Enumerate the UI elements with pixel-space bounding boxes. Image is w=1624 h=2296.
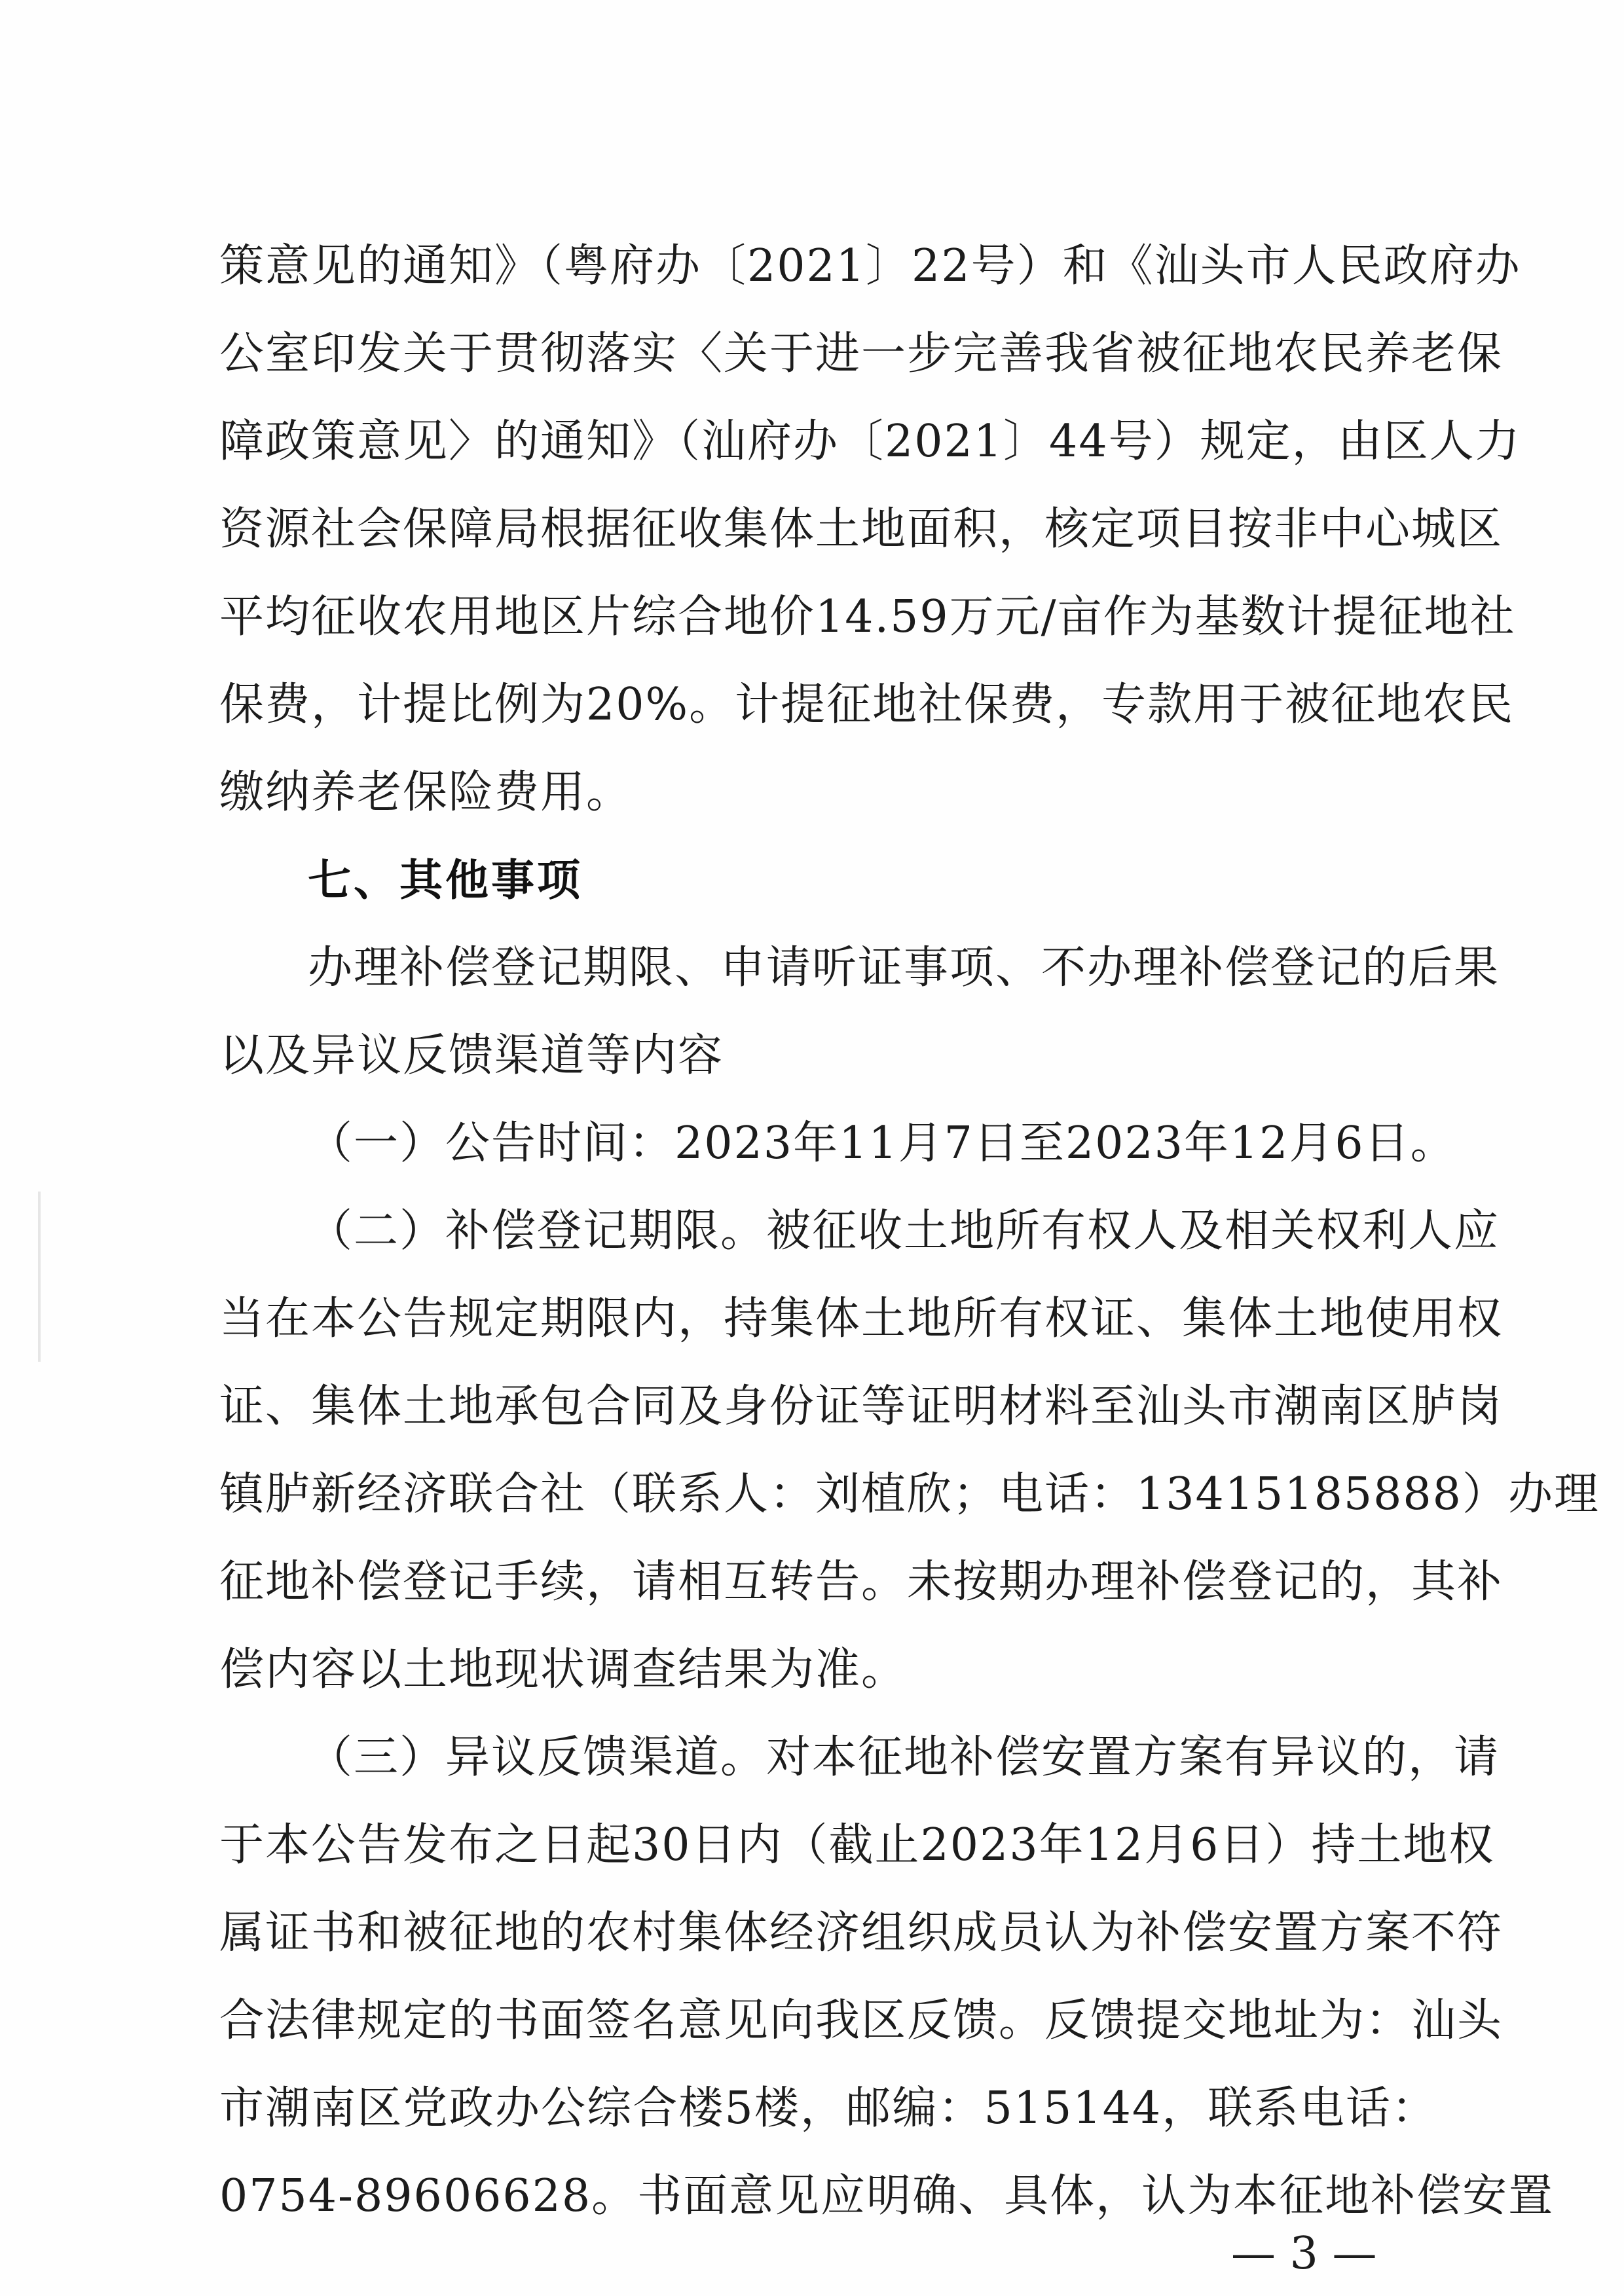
section-line-2: 以及异议反馈渠道等内容	[219, 1030, 724, 1082]
body-line-4: 资源社会保障局根据征收集体土地面积，核定项目按非中心城区	[219, 503, 1504, 555]
section-line-5: 当在本公告规定期限内，持集体土地所有权证、集体土地使用权	[219, 1293, 1504, 1345]
section-line-9: 偿内容以土地现状调查结果为准。	[219, 1644, 908, 1696]
section-line-8: 征地补偿登记手续，请相互转告。未按期办理补偿登记的，其补	[219, 1556, 1504, 1608]
section-line-10: （三）异议反馈渠道。对本征地补偿安置方案有异议的，请	[308, 1732, 1500, 1783]
body-line-2: 公室印发关于贯彻落实〈关于进一步完善我省被征地农民养老保	[219, 328, 1504, 380]
body-line-5: 平均征收农用地区片综合地价14.59万元/亩作为基数计提征地社	[219, 591, 1516, 643]
section-line-6: 证、集体土地承包合同及身份证等证明材料至汕头市潮南区胪岗	[219, 1381, 1504, 1432]
body-line-1: 策意见的通知》（粤府办〔2021〕22号）和《汕头市人民政府办	[219, 240, 1521, 292]
section-heading: 七、其他事项	[308, 855, 583, 905]
announcement-period-line: （一）公告时间：2023年11月7日至2023年12月6日。	[308, 1118, 1456, 1169]
section-line-12: 属证书和被征地的农村集体经济组织成员认为补偿安置方案不符	[219, 1907, 1504, 1959]
section-line-1: 办理补偿登记期限、申请听证事项、不办理补偿登记的后果	[308, 942, 1500, 994]
section-line-11: 于本公告发布之日起30日内（截止2023年12月6日）持土地权	[219, 1819, 1495, 1871]
body-line-6: 保费，计提比例为20%。计提征地社保费，专款用于被征地农民	[219, 679, 1515, 731]
section-line-4: （二）补偿登记期限。被征收土地所有权人及相关权利人应	[308, 1205, 1500, 1257]
phone-line: 0754-89606628。书面意见应明确、具体，认为本征地补偿安置	[219, 2170, 1555, 2222]
scan-edge-mark	[38, 1192, 41, 1362]
body-line-3: 障政策意见〉的通知》（汕府办〔2021〕44号）规定，由区人力	[219, 416, 1521, 467]
address-line: 市潮南区党政办公综合楼5楼，邮编：515144，联系电话：	[219, 2083, 1437, 2134]
body-line-7: 缴纳养老保险费用。	[219, 767, 633, 818]
page-number: — 3 —	[1231, 2228, 1377, 2280]
contact-line: 镇胪新经济联合社（联系人：刘植欣；电话：13415185888）办理	[219, 1468, 1600, 1520]
section-line-13: 合法律规定的书面签名意见向我区反馈。反馈提交地址为：汕头	[219, 1995, 1504, 2047]
